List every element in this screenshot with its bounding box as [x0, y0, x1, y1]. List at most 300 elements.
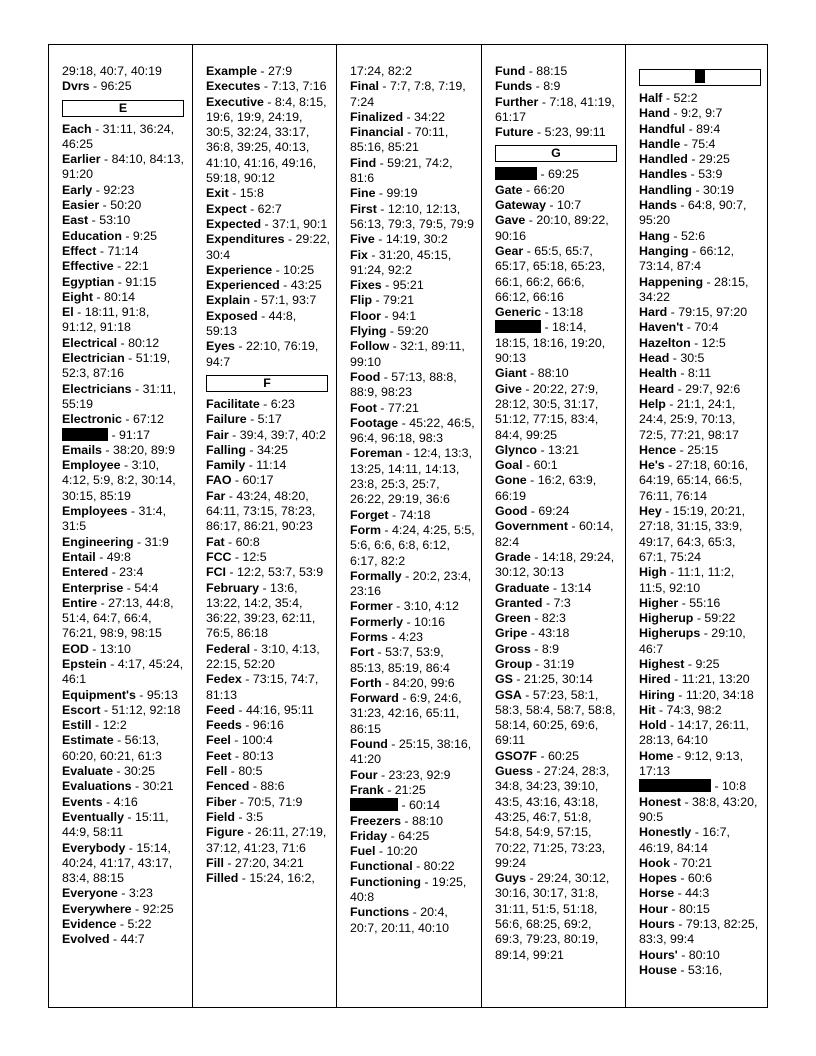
- page-line-refs: 16:2, 63:9, 66:19: [495, 473, 597, 503]
- page-line-refs: 11:1, 11:2, 11:5, 92:10: [639, 565, 735, 595]
- index-entry: Emails - 38:20, 89:9: [62, 442, 175, 457]
- index-entry: Health - 8:11: [639, 366, 712, 381]
- page-line-refs: 95:21: [392, 278, 424, 293]
- index-entry: - 69:25: [495, 167, 619, 182]
- index-entry: Hopes - 60:6: [639, 871, 713, 886]
- index-entry: FAO - 60:17: [206, 473, 274, 488]
- page-line-refs: 13:10: [99, 641, 131, 656]
- index-entry: Entire - 27:13, 44:8, 51:4, 64:7, 66:4, 76:21, 98:9, 98:15: [62, 595, 174, 641]
- page-line-refs: 62:7: [257, 201, 282, 216]
- index-entry: Home - 9:12, 9:13, 17:13: [639, 748, 744, 779]
- page-line-refs: 66:12, 73:14, 87:4: [639, 243, 735, 274]
- page-line-refs: 43:24, 48:20, 64:11, 73:15, 78:23, 86:17, 86:21, 90:23: [206, 488, 316, 534]
- index-entry: Electrical - 80:12: [62, 335, 160, 350]
- index-entry: Experience - 10:25: [206, 262, 315, 277]
- index-entry: Enterprise - 54:4: [62, 580, 159, 595]
- index-term: Guess: [495, 764, 533, 779]
- index-term: El: [62, 305, 74, 320]
- page-line-refs: 29:7, 92:6: [685, 381, 741, 396]
- index-term: Gripe: [495, 626, 528, 641]
- index-term: Education: [62, 228, 122, 243]
- index-entry: Goal - 60:1: [495, 458, 558, 473]
- page-line-refs: 20:2, 23:4, 23:16: [350, 568, 472, 599]
- page-line-refs: 80:10: [688, 947, 720, 962]
- index-entry: Handle - 75:4: [639, 136, 716, 151]
- index-column-2: [192, 45, 336, 1007]
- index-entry: Guys - 29:24, 30:12, 30:16, 30:17, 31:8, 31:11, 51:5, 51:18, 56:6, 68:25, 69:2, 69:3, 79:23, 80:19, 89:14, 99:21: [495, 871, 610, 962]
- page-line-refs: 18:14, 18:15, 18:16, 19:20, 90:13: [495, 320, 606, 366]
- page-line-refs: 43:25: [290, 278, 322, 293]
- index-term: Functional: [350, 859, 413, 874]
- page-line-refs: 51:12, 92:18: [111, 702, 181, 717]
- page-line-refs: 88:6: [260, 779, 285, 794]
- index-entry: Fort - 53:7, 53:9, 85:13, 85:19, 86:4: [350, 645, 450, 675]
- column-content: [49, 64, 192, 948]
- index-entry: Fat - 60:8: [206, 534, 260, 549]
- page-line-refs: 21:25, 30:14: [523, 672, 593, 687]
- index-term: Electrical: [62, 335, 118, 350]
- index-entry: Glynco - 13:21: [495, 442, 580, 457]
- index-term: Emails: [62, 442, 102, 457]
- index-term: Hours: [639, 917, 675, 932]
- index-entry: Financial - 70:11, 85:16, 85:21: [350, 125, 449, 155]
- index-entry: Funds - 8:9: [495, 79, 561, 94]
- page-line-refs: 31:20, 45:15, 91:24, 92:2: [350, 247, 452, 277]
- page-line-refs: 21:1, 24:1, 24:4, 25:9, 70:13, 72:5, 77:21, 98:17: [639, 396, 739, 442]
- index-term: Horse: [639, 886, 675, 901]
- redaction-box: [350, 798, 398, 811]
- page-line-refs: 4:24, 4:25, 5:5, 5:6, 6:6, 6:8, 6:12, 6:17, 82:2: [350, 522, 475, 568]
- index-entry: Grade - 14:18, 29:24, 30:12, 30:13: [495, 549, 615, 580]
- page-line-refs: 60:6: [687, 871, 713, 886]
- index-entry: Hey - 15:19, 20:21, 27:18, 31:15, 33:9, 49:17, 64:3, 65:3, 67:1, 75:24: [639, 504, 746, 564]
- page-line-refs: 13:18: [552, 305, 584, 320]
- index-entry: Find - 59:21, 74:2, 81:6: [350, 155, 453, 186]
- page-line-refs: 89:4: [696, 121, 721, 136]
- page-line-refs: 3:10, 4:12: [403, 599, 459, 614]
- index-entry: Haven't - 70:4: [639, 320, 719, 335]
- index-entry: Handling - 30:19: [639, 182, 735, 197]
- index-entry: Hanging - 66:12, 73:14, 87:4: [639, 243, 735, 274]
- index-entry: Horse - 44:3: [639, 886, 710, 901]
- index-entry: Evidence - 5:22: [62, 917, 152, 932]
- index-entry: - 18:14, 18:15, 18:16, 19:20, 90:13: [495, 320, 606, 366]
- page-line-refs: 4:23: [398, 629, 424, 644]
- page-line-refs: 27:9: [267, 64, 293, 78]
- index-term: Hard: [639, 305, 668, 320]
- page-line-refs: 11:20, 34:18: [685, 687, 754, 702]
- index-term: Electrician: [62, 351, 125, 366]
- index-term: Flying: [350, 324, 387, 339]
- page-line-refs: 15:24, 16:2,: [249, 871, 315, 886]
- page-line-refs: 32:1, 89:11, 99:10: [350, 339, 465, 369]
- page-line-refs: 3:5: [245, 809, 264, 824]
- index-entry: Effect - 71:14: [62, 243, 139, 258]
- index-entry: Generic - 13:18: [495, 305, 584, 320]
- page-line-refs: 54:4: [134, 580, 159, 595]
- page-line-refs: 20:4, 20:7, 20:11, 40:10: [350, 905, 449, 935]
- index-term: Higher: [639, 595, 679, 610]
- index-term: Everyone: [62, 886, 118, 901]
- index-term: Handle: [639, 136, 681, 151]
- index-entry: Green - 82:3: [495, 611, 566, 626]
- page-line-refs: 7:13, 7:16: [271, 79, 327, 94]
- page-line-refs: 44:8, 59:13: [206, 308, 297, 339]
- page-line-refs: 30:21: [142, 779, 174, 794]
- index-entry: Fix - 31:20, 45:15, 91:24, 92:2: [350, 247, 452, 277]
- index-term: Federal: [206, 641, 251, 656]
- index-entry: Fixes - 95:21: [350, 278, 424, 293]
- page-line-refs: 37:1, 90:1: [272, 216, 328, 231]
- index-entry: Education - 9:25: [62, 228, 158, 243]
- page-line-refs: 84:10, 84:13, 91:20: [62, 152, 184, 182]
- index-entry: Forward - 6:9, 24:6, 31:23, 42:16, 65:11, 86:15: [350, 691, 462, 736]
- page-line-refs: 7:7, 7:8, 7:19, 7:24: [350, 79, 466, 109]
- index-entry: Estill - 12:2: [62, 718, 127, 733]
- page-line-refs: 15:14, 40:24, 41:17, 43:17, 83:4, 88:15: [62, 840, 173, 886]
- index-term: Final: [350, 79, 379, 94]
- index-term: Engineering: [62, 534, 134, 549]
- index-entry: Higher - 55:16: [639, 595, 721, 610]
- page-line-refs: 29:22, 30:4: [206, 232, 330, 262]
- index-term: Formerly: [350, 614, 404, 629]
- page-line-refs: 60:1: [533, 458, 558, 473]
- page-line-refs: 8:9: [541, 641, 560, 656]
- page-line-refs: 25:15, 38:16, 41:20: [350, 737, 472, 767]
- index-term: Effect: [62, 243, 97, 258]
- page-line-refs: 15:19, 20:21, 27:18, 31:15, 33:9, 49:17, 64:3, 65:3, 67:1, 75:24: [639, 504, 746, 564]
- index-term: Falling: [206, 442, 246, 457]
- page-line-refs: 64:8, 90:7, 95:20: [639, 198, 747, 228]
- index-entry: Explain - 57:1, 93:7: [206, 293, 317, 308]
- page-line-refs: 3:10, 4:13, 22:15, 52:20: [206, 641, 320, 671]
- index-term: Filled: [206, 871, 239, 886]
- page-line-refs: 79:15, 97:20: [678, 305, 748, 320]
- redaction-box: [695, 70, 705, 83]
- index-entry: - 10:8: [639, 779, 763, 794]
- index-entry: Hands - 64:8, 90:7, 95:20: [639, 198, 747, 228]
- index-term: Forward: [350, 691, 399, 706]
- index-term: Evaluations: [62, 779, 132, 794]
- index-term: Equipment's: [62, 687, 136, 702]
- index-entry: Hazelton - 12:5: [639, 335, 726, 350]
- index-term: Found: [350, 737, 388, 752]
- page-line-refs: 44:7: [120, 932, 145, 947]
- page-line-refs: 38:20, 89:9: [112, 442, 175, 457]
- page-line-refs: 80:12: [128, 335, 160, 350]
- index-term: Facilitate: [206, 396, 260, 411]
- index-entry: Floor - 94:1: [350, 308, 417, 323]
- page-line-refs: 11:14: [256, 458, 287, 473]
- page-line-refs: 74:18: [399, 507, 431, 522]
- index-term: High: [639, 565, 667, 580]
- page-line-refs: 69:24: [538, 504, 570, 519]
- index-term: Honest: [639, 794, 681, 809]
- index-entry: Family - 11:14: [206, 458, 287, 473]
- page-line-refs: 3:23: [128, 886, 153, 901]
- index-term: Figure: [206, 825, 244, 840]
- page-line-refs: 22:1: [124, 259, 149, 274]
- index-entry: Feel - 100:4: [206, 733, 273, 748]
- page-line-refs: 65:5, 65:7, 65:17, 65:18, 65:23, 66:1, 66:2, 66:6, 66:12, 66:16: [495, 243, 606, 304]
- index-entry: Hour - 80:15: [639, 901, 710, 916]
- page-line-refs: 52:6: [681, 228, 706, 243]
- index-entry: [62, 64, 186, 79]
- index-entry: Guess - 27:24, 28:3, 34:8, 34:23, 39:10, 43:5, 43:16, 43:18, 43:25, 46:7, 51:8, 54:8, 54:9, 57:15, 70:22, 71:25, 73:23, 99:24: [495, 764, 610, 870]
- page-line-refs: 57:23, 58:1, 58:3, 58:4, 58:7, 58:8, 58:14, 60:25, 69:6, 69:11: [495, 687, 616, 748]
- index-entry: High - 11:1, 11:2, 11:5, 92:10: [639, 565, 735, 595]
- page-line-refs: 95:13: [146, 687, 178, 702]
- index-term: Half: [639, 91, 663, 105]
- index-term: Failure: [206, 412, 247, 427]
- page-line-refs: 10:16: [414, 614, 446, 629]
- index-entry: Fund - 88:15: [495, 64, 568, 78]
- index-entry: Electrician - 51:19, 52:3, 87:16: [62, 351, 171, 381]
- page-line-refs: 70:4: [694, 320, 719, 335]
- index-term: Government: [495, 519, 568, 534]
- index-entry: Highest - 9:25: [639, 656, 720, 671]
- index-entry: Exit - 15:8: [206, 186, 264, 201]
- page-line-refs: 53:9: [698, 167, 723, 182]
- index-term: Grade: [495, 549, 531, 564]
- index-term: Form: [350, 522, 381, 537]
- index-entry: Hours' - 80:10: [639, 947, 720, 962]
- page-line-refs: 14:17, 26:11, 28:13, 64:10: [639, 718, 749, 748]
- index-entry: Entered - 23:4: [62, 565, 144, 580]
- index-entry: Far - 43:24, 48:20, 64:11, 73:15, 78:23, 86:17, 86:21, 90:23: [206, 488, 316, 534]
- index-entry: Everyone - 3:23: [62, 886, 153, 901]
- page-line-refs: 3:10, 4:12, 5:9, 8:2, 30:14, 30:15, 85:19: [62, 458, 176, 503]
- index-entry: Federal - 3:10, 4:13, 22:15, 52:20: [206, 641, 320, 671]
- index-entry: Food - 57:13, 88:8, 88:9, 98:23: [350, 369, 457, 400]
- page-line-refs: 14:19, 30:2: [385, 232, 448, 247]
- page-line-refs: 100:4: [241, 733, 273, 748]
- index-entry: Field - 3:5: [206, 809, 264, 824]
- index-term: Functions: [350, 905, 410, 920]
- index-term: Haven't: [639, 320, 684, 335]
- index-entry: Egyptian - 91:15: [62, 274, 157, 289]
- page-line-refs: 31:11, 55:19: [62, 381, 177, 411]
- index-entry: Feed - 44:16, 95:11: [206, 702, 314, 717]
- index-entry: Evaluations - 30:21: [62, 779, 174, 794]
- index-term: Hopes: [639, 871, 677, 886]
- page-line-refs: 88:15: [536, 64, 568, 78]
- page-line-refs: 60:25: [548, 748, 580, 763]
- page-line-refs: 52:2: [673, 91, 698, 105]
- index-entry: Fenced - 88:6: [206, 779, 285, 794]
- page-line-refs: 45:22, 46:5, 96:4, 96:18, 98:3: [350, 415, 475, 446]
- index-entry: Dvrs - 96:25: [62, 79, 132, 94]
- index-term: Expect: [206, 201, 247, 216]
- column-content: [482, 64, 625, 963]
- index-entry: Higherup - 59:22: [639, 611, 736, 626]
- index-term: Evidence: [62, 917, 117, 932]
- index-term: Evolved: [62, 932, 110, 947]
- page-line-refs: 12:5: [701, 335, 726, 350]
- index-entry: Freezers - 88:10: [350, 813, 444, 828]
- index-term: Electronic: [62, 412, 122, 427]
- page-line-refs: 31:9: [144, 534, 169, 549]
- index-term: Expenditures: [206, 232, 285, 247]
- page-line-refs: 69:25: [548, 167, 580, 182]
- page-line-refs: 80:14: [104, 289, 136, 304]
- index-entry: Engineering - 31:9: [62, 534, 169, 549]
- index-term: Guys: [495, 871, 526, 886]
- index-term: Future: [495, 125, 534, 140]
- index-term: Egyptian: [62, 274, 115, 289]
- index-term: East: [62, 213, 89, 228]
- index-term: Forms: [350, 629, 388, 644]
- index-term: Far: [206, 488, 226, 503]
- index-entry: Handful - 89:4: [639, 121, 721, 136]
- section-letter-header: [62, 100, 184, 117]
- index-entry: Honestly - 16:7, 46:19, 84:14: [639, 825, 730, 855]
- index-entry: He's - 27:18, 60:16, 64:19, 65:14, 66:5, 76:11, 76:14: [639, 458, 749, 503]
- index-entry: GSA - 57:23, 58:1, 58:3, 58:4, 58:7, 58:8, 58:14, 60:25, 69:6, 69:11: [495, 687, 616, 748]
- index-entry: Functions - 20:4, 20:7, 20:11, 40:10: [350, 905, 449, 935]
- index-entry: Experienced - 43:25: [206, 278, 322, 293]
- index-term: Granted: [495, 595, 543, 610]
- page-line-refs: 60:17: [242, 473, 274, 488]
- index-term: Fedex: [206, 672, 242, 687]
- index-term: Floor: [350, 308, 381, 323]
- index-term: Eventually: [62, 809, 124, 824]
- index-term: Exit: [206, 186, 229, 201]
- index-entry: Giant - 88:10: [495, 366, 569, 381]
- index-term: Enterprise: [62, 580, 124, 595]
- index-entry: Heard - 29:7, 92:6: [639, 381, 741, 396]
- index-term: Field: [206, 809, 235, 824]
- page-line-refs: 67:12: [132, 412, 164, 427]
- index-term: Hands: [639, 198, 677, 213]
- index-entry: Handled - 29:25: [639, 152, 730, 167]
- index-term: Fat: [206, 534, 225, 549]
- index-entry: Friday - 64:25: [350, 828, 430, 843]
- page-line-refs: 27:24, 28:3, 34:8, 34:23, 39:10, 43:5, 43:16, 43:18, 43:25, 46:7, 51:8, 54:8, 54:9, 57:15, 70:22, 71:25, 73:23, 99:24: [495, 764, 610, 870]
- index-term: Hiring: [639, 687, 675, 702]
- page-line-refs: 73:15, 74:7, 81:13: [206, 672, 319, 702]
- index-term: Entered: [62, 565, 109, 580]
- page-line-refs: 9:25: [695, 656, 720, 671]
- index-term: Gave: [495, 213, 526, 228]
- index-entry: EOD - 13:10: [62, 641, 131, 656]
- index-entry: Gross - 8:9: [495, 641, 560, 656]
- page-line-refs: 53:16,: [687, 962, 723, 977]
- index-term: Hand: [639, 106, 670, 121]
- index-term: Functioning: [350, 874, 421, 889]
- page-line-refs: 15:8: [239, 186, 264, 201]
- index-term: Good: [495, 504, 528, 519]
- page-line-refs: 56:13, 60:20, 60:21, 61:3: [62, 733, 162, 763]
- index-entry: Flip - 79:21: [350, 293, 415, 308]
- page-line-refs: 59:21, 74:2, 81:6: [350, 155, 453, 186]
- index-term: Everybody: [62, 840, 126, 855]
- index-entry: Found - 25:15, 38:16, 41:20: [350, 737, 472, 767]
- index-entry: GSO7F - 60:25: [495, 748, 580, 763]
- index-term: Events: [62, 794, 103, 809]
- index-term: Fort: [350, 645, 375, 660]
- index-term: Hold: [639, 718, 667, 733]
- index-entry: Hard - 79:15, 97:20: [639, 305, 748, 320]
- index-term: He's: [639, 458, 665, 473]
- index-entry: Former - 3:10, 4:12: [350, 599, 459, 614]
- index-term: Fix: [350, 247, 368, 262]
- page-line-refs: 43:18: [538, 626, 570, 641]
- index-entry: Eventually - 15:11, 44:9, 58:11: [62, 809, 169, 840]
- index-entry: Footage - 45:22, 46:5, 96:4, 96:18, 98:3: [350, 415, 475, 446]
- index-term: Give: [495, 381, 522, 396]
- index-entry: Equipment's - 95:13: [62, 687, 178, 702]
- index-term: Foreman: [350, 446, 403, 461]
- index-entry: Example - 27:9: [206, 64, 293, 78]
- page-line-refs: 51:19, 52:3, 87:16: [62, 351, 171, 381]
- index-term: Health: [639, 366, 677, 381]
- index-term: Flip: [350, 293, 373, 308]
- column-content: [193, 64, 336, 886]
- index-entry: Flying - 59:20: [350, 324, 429, 339]
- page-line-refs: 29:25: [698, 152, 730, 167]
- page-line-refs: 39:4, 39:7, 40:2: [239, 427, 326, 442]
- index-entry: Fiber - 70:5, 71:9: [206, 794, 303, 809]
- index-term: GSO7F: [495, 748, 537, 763]
- page-line-refs: 8:11: [687, 366, 712, 381]
- index-term: Expected: [206, 216, 262, 231]
- page-line-refs: 88:10: [412, 813, 444, 828]
- index-entry: Employee - 3:10, 4:12, 5:9, 8:2, 30:14, 30:15, 85:19: [62, 458, 176, 503]
- index-term: Hazelton: [639, 335, 691, 350]
- page-line-refs: 16:7, 46:19, 84:14: [639, 825, 730, 855]
- index-entry: Finalized - 34:22: [350, 109, 446, 124]
- index-term: Escort: [62, 702, 101, 717]
- index-entry: Electricians - 31:11, 55:19: [62, 381, 177, 411]
- index-term: Executive: [206, 94, 264, 109]
- index-term: Help: [639, 396, 666, 411]
- index-page-frame: [48, 44, 768, 1008]
- index-entry: Give - 20:22, 27:9, 28:12, 30:5, 31:17, 51:12, 77:15, 83:4, 84:4, 99:25: [495, 381, 599, 442]
- index-term: Fuel: [350, 844, 376, 859]
- index-entry: Executes - 7:13, 7:16: [206, 79, 327, 94]
- page-line-refs: 49:8: [106, 549, 131, 564]
- redaction-box: [495, 320, 541, 333]
- index-term: Estill: [62, 718, 92, 733]
- index-term: Graduate: [495, 580, 550, 595]
- index-term: Four: [350, 767, 378, 782]
- page-line-refs: 11:21, 13:20: [681, 672, 750, 687]
- index-term: Forth: [350, 675, 382, 690]
- page-line-refs: 94:1: [392, 308, 417, 323]
- page-line-refs: 57:1, 93:7: [261, 293, 317, 308]
- index-entry: Entail - 49:8: [62, 549, 131, 564]
- page-line-refs: 55:16: [689, 595, 721, 610]
- page-line-refs: 6:9, 24:6, 31:23, 42:16, 65:11, 86:15: [350, 691, 462, 736]
- index-term: Experienced: [206, 278, 280, 293]
- index-entry: Expect - 62:7: [206, 201, 282, 216]
- index-entry: Group - 31:19: [495, 656, 575, 671]
- index-entry: Gave - 20:10, 89:22, 90:16: [495, 213, 609, 243]
- index-term: Each: [62, 121, 92, 136]
- page-line-refs: 10:25: [283, 262, 315, 277]
- page-line-refs: 20:10, 89:22, 90:16: [495, 213, 609, 243]
- index-term: Hang: [639, 228, 670, 243]
- index-entry: Gripe - 43:18: [495, 626, 570, 641]
- page-line-refs: 12:4, 13:3, 13:25, 14:11, 14:13, 23:8, 25:3, 25:7, 26:22, 29:19, 36:6: [350, 446, 472, 507]
- page-line-refs: 38:8, 43:20, 90:5: [639, 794, 758, 824]
- index-term: Hour: [639, 901, 668, 916]
- page-line-refs: 84:20, 99:6: [392, 675, 455, 690]
- index-term: First: [350, 201, 377, 216]
- index-entry: Final - 7:7, 7:8, 7:19, 7:24: [350, 79, 466, 109]
- page-line-refs: 9:2, 9:7: [681, 106, 723, 121]
